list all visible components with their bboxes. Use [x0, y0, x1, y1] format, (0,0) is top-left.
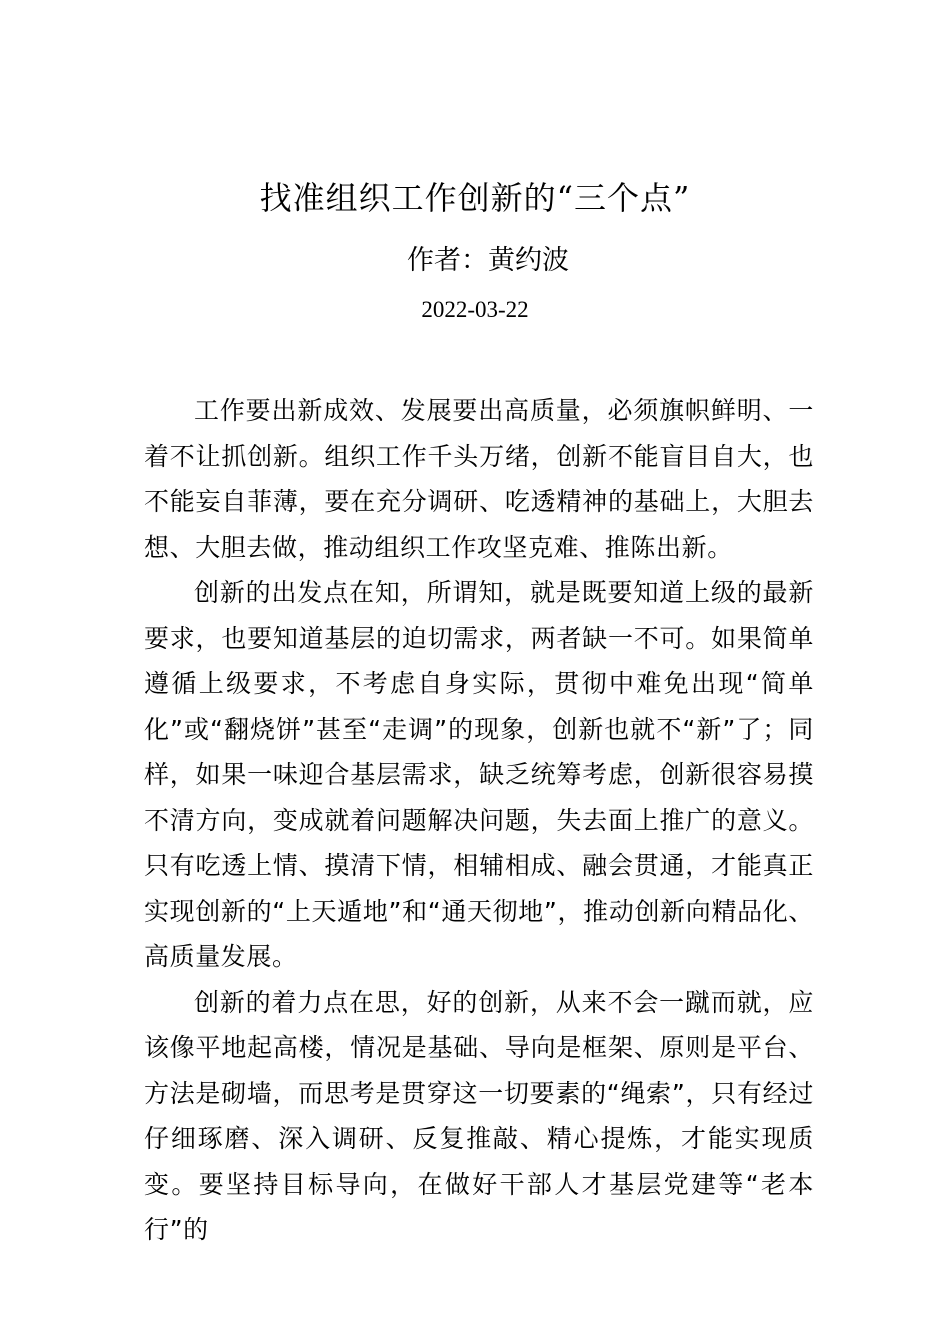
paragraph: 创新的着力点在思，好的创新，从来不会一蹴而就，应该像平地起高楼，情况是基础、导向是框架、原则是平台、方法是砌墙，而思考是贯穿这一切要素的“绳索”，只有经过仔细琢磨、深入调研、反复推敲、精心提炼，才能实现质变。要坚持目标导向，在做好干部人才基层党建等“老本行”的 — [144, 987, 814, 1244]
article-author: 作者：黄约波 — [407, 245, 569, 276]
paragraph: 创新的出发点在知，所谓知，就是既要知道上级的最新要求，也要知道基层的迫切需求，两者缺一不可。如果简单遵循上级要求，不考虑自身实际，贯彻中难免出现“简单化”或“翻烧饼”甚至“走调”的现象，创新也就不“新”了；同样，如果一味迎合基层需求，缺乏统筹考虑，创新很容易摸不清方向，变成就着问题解决问题，失去面上推广的意义。只有吃透上情、摸清下情，相辅相成、融会贯通，才能真正实现创新的“上天遁地”和“通天彻地”，推动创新向精品化、高质量发展。 — [144, 578, 814, 971]
article-title: 找准组织工作创新的“三个点” — [259, 179, 691, 217]
paragraph: 工作要出新成效、发展要出高质量，必须旗帜鲜明、一着不让抓创新。组织工作千头万绪，创新不能盲目自大，也不能妄自菲薄，要在充分调研、吃透精神的基础上，大胆去想、大胆去做，推动组织工作攻坚克难、推陈出新。 — [144, 396, 814, 562]
article-body — [144, 388, 814, 1253]
article-date: 2022-03-22 — [421, 297, 529, 322]
